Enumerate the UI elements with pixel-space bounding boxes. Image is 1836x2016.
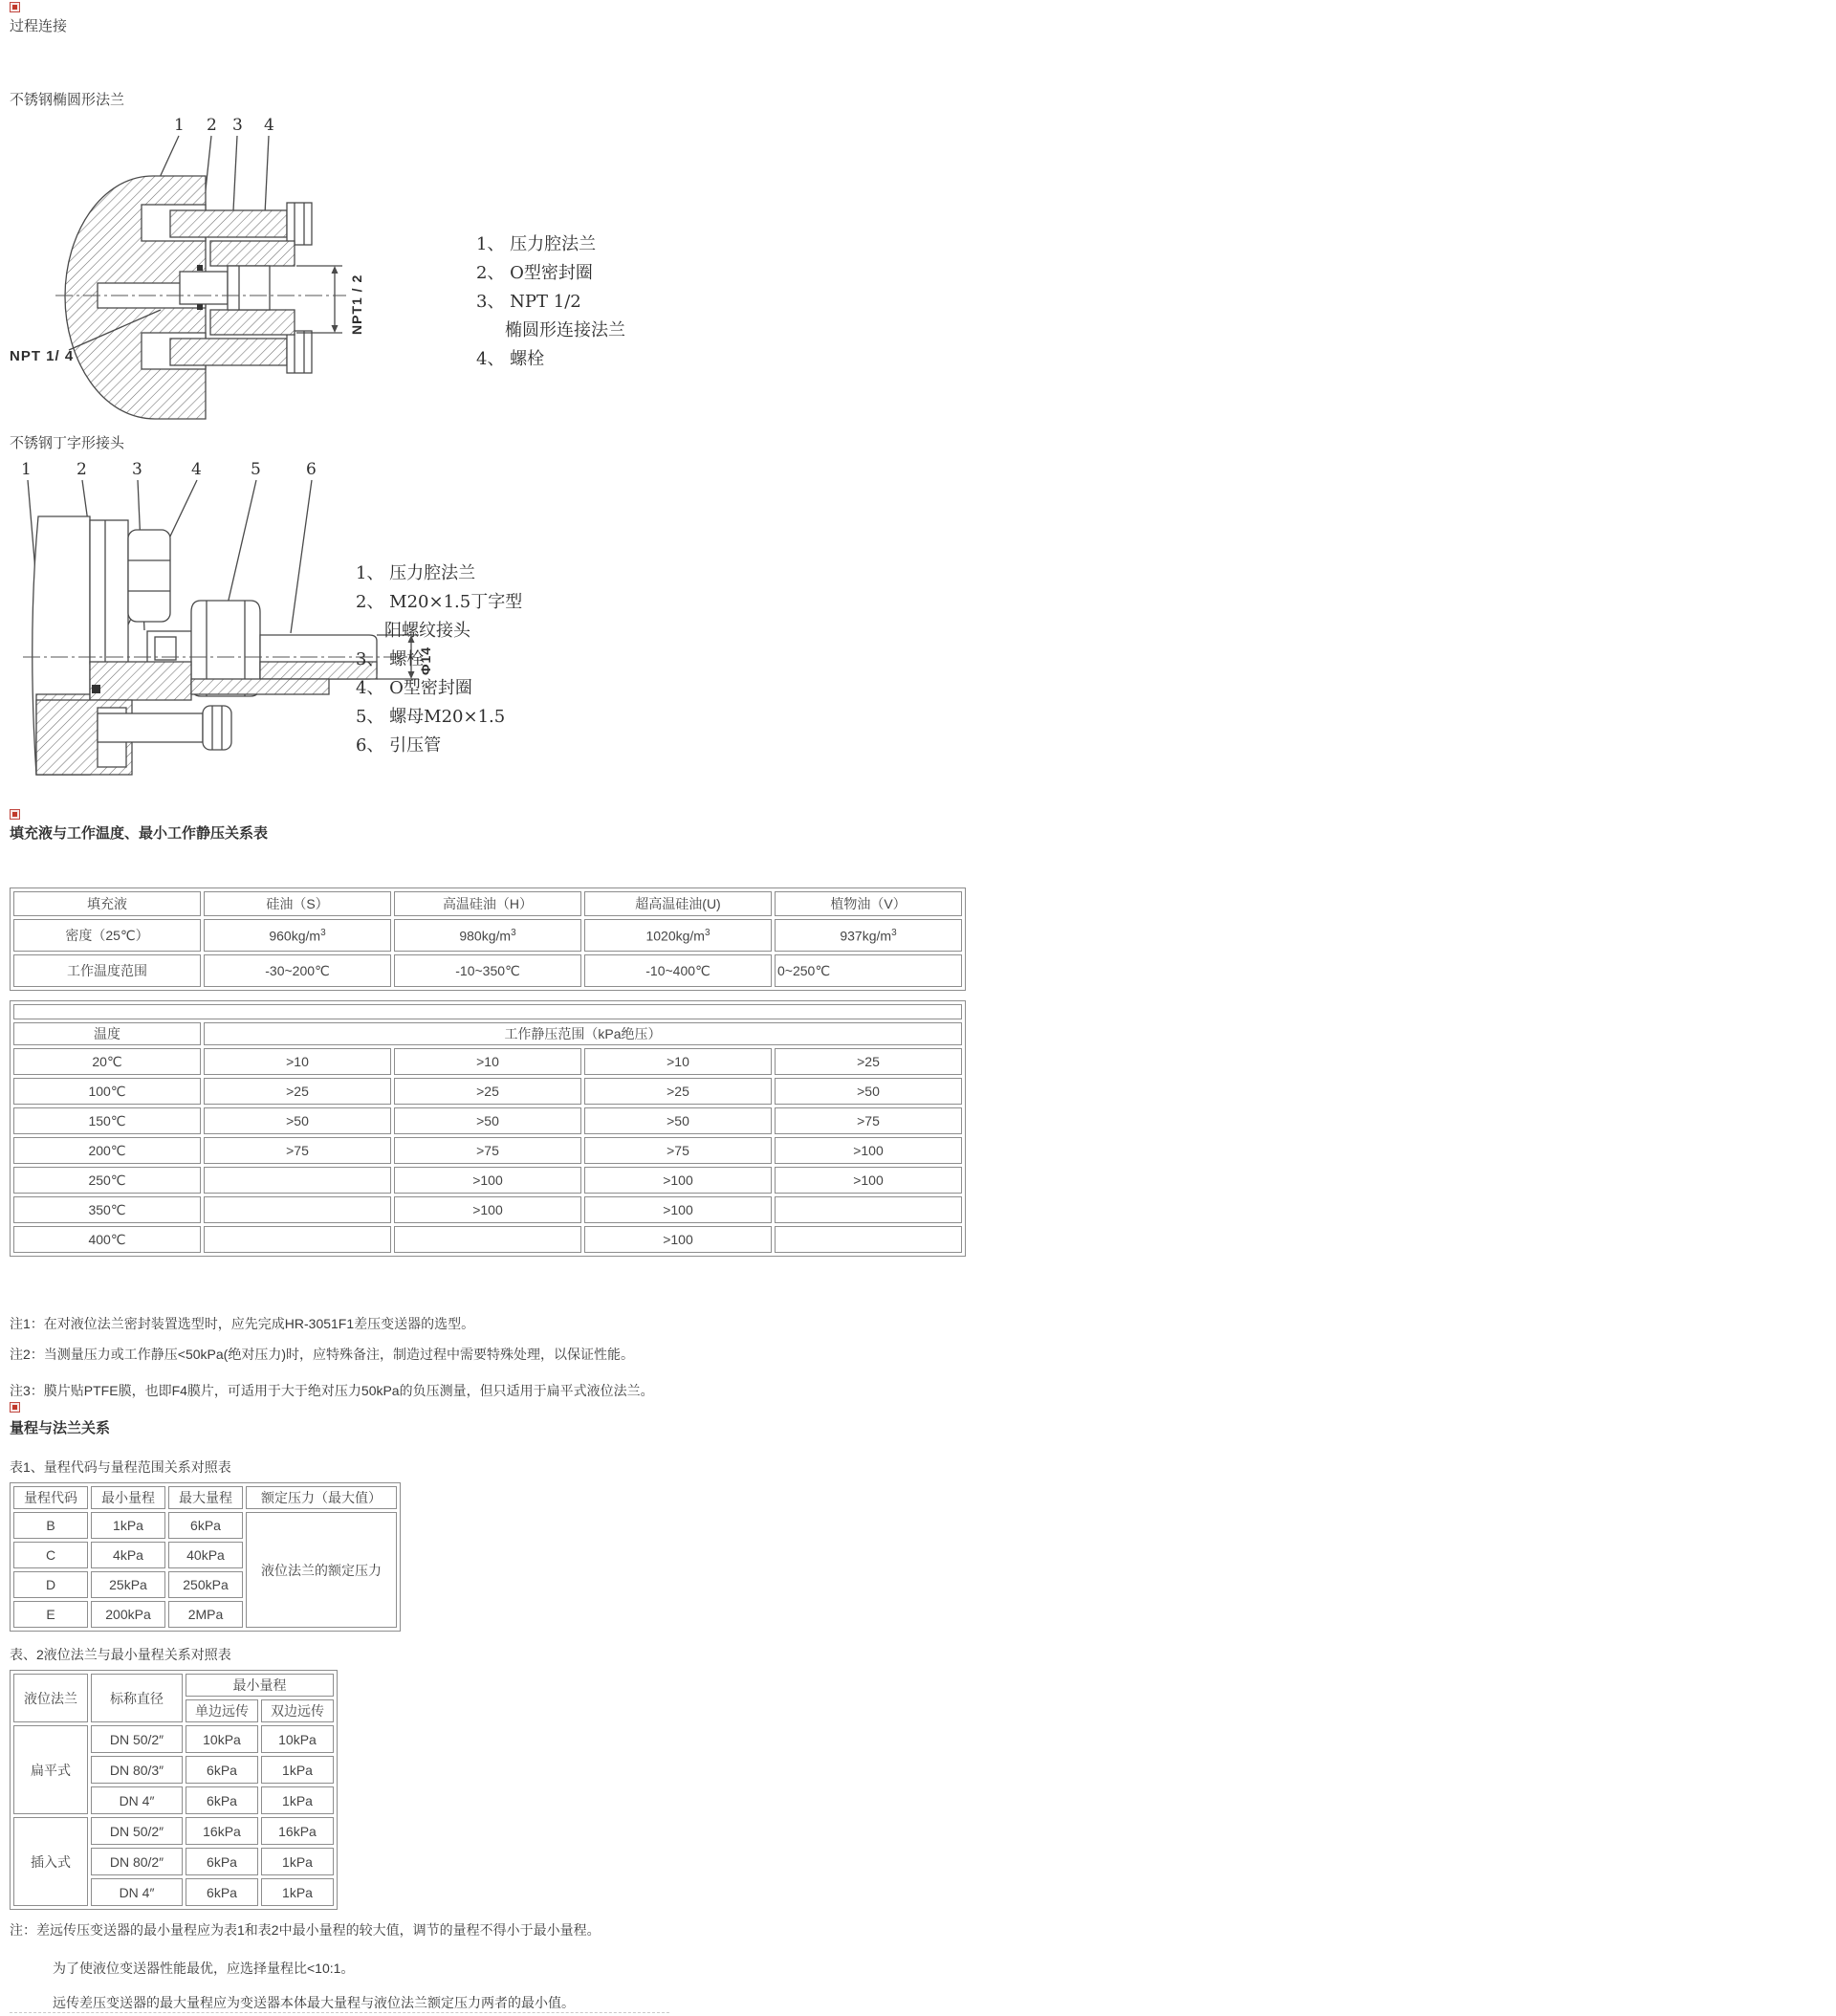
npt12-dimension-label: NPT1 / 2 bbox=[349, 274, 364, 335]
cell: >10 bbox=[204, 1048, 391, 1075]
static-pressure-table bbox=[10, 1000, 966, 1257]
empty-cell bbox=[13, 1004, 962, 1019]
note-line: 注：差远传压变送器的最小量程应为表1和表2中最小量程的较大值，调节的量程不得小于最小量程。 bbox=[10, 1922, 601, 1938]
cell: >75 bbox=[394, 1137, 581, 1164]
diagram1-legend bbox=[476, 230, 625, 374]
callout-number: 6 bbox=[306, 460, 317, 479]
cell bbox=[204, 1167, 391, 1194]
legend-line: 1、 压力腔法兰 bbox=[356, 563, 476, 583]
lower-wall-step bbox=[191, 679, 329, 694]
section-bullet-icon bbox=[10, 809, 20, 820]
row-label: 150℃ bbox=[13, 1107, 201, 1134]
cell: DN 50/2″ bbox=[91, 1817, 183, 1845]
pipe-diameter-label: Φ14 bbox=[418, 646, 433, 675]
cell: 6kPa bbox=[186, 1848, 258, 1875]
legend-line: 4、 O型密封圈 bbox=[356, 678, 472, 698]
note-line: 远传差压变送器的最大量程应为变送器本体最大量程与液位法兰额定压力两者的最小值。 bbox=[53, 1995, 575, 2010]
connecting-flange-top bbox=[210, 241, 295, 266]
legend-line: 1、 压力腔法兰 bbox=[476, 234, 597, 254]
cell: >50 bbox=[775, 1078, 962, 1105]
row-label: 100℃ bbox=[13, 1078, 201, 1105]
fill-fluid-table bbox=[10, 887, 966, 991]
cell: >100 bbox=[584, 1226, 772, 1253]
cell: >50 bbox=[394, 1107, 581, 1134]
npt-port bbox=[228, 266, 270, 310]
callout-number: 4 bbox=[191, 460, 202, 479]
npt14-dimension-label: NPT 1/ 4 bbox=[10, 348, 75, 364]
cell: >100 bbox=[584, 1196, 772, 1223]
bolt-shaft-top bbox=[170, 210, 287, 237]
col-header: 高温硅油（H） bbox=[394, 891, 581, 916]
fill-section-heading: 填充液与工作温度、最小工作静压关系表 bbox=[10, 825, 269, 842]
cell bbox=[204, 1196, 391, 1223]
o-ring bbox=[92, 685, 100, 693]
table1-caption: 表1、量程代码与量程范围关系对照表 bbox=[10, 1459, 231, 1475]
col-header: 温度 bbox=[13, 1022, 201, 1045]
legend-line: 4、 螺栓 bbox=[476, 349, 545, 369]
cell bbox=[775, 1226, 962, 1253]
group-label: 扁平式 bbox=[13, 1725, 88, 1814]
cell: >75 bbox=[584, 1137, 772, 1164]
cell: 1kPa bbox=[261, 1786, 334, 1814]
oval-flange-diagram bbox=[10, 113, 526, 433]
cell: C bbox=[13, 1542, 88, 1568]
cell: D bbox=[13, 1571, 88, 1598]
cell: -10~350℃ bbox=[394, 954, 581, 987]
callout-number: 1 bbox=[174, 116, 185, 135]
legend-line: 3、 NPT 1/2 bbox=[476, 292, 581, 312]
cell: $1020kg/m^3$ bbox=[584, 919, 772, 952]
page-title: 过程连接 bbox=[10, 18, 68, 34]
col-header: 单边远传 bbox=[186, 1699, 258, 1722]
cell: 6kPa bbox=[168, 1512, 243, 1539]
cell: 1kPa bbox=[91, 1512, 165, 1539]
note-line: 注2：当测量压力或工作静压<50kPa(绝对压力)时，应特殊备注，制造过程中需要特殊处理，以保证性能。 bbox=[10, 1347, 634, 1362]
bolt-shaft-bottom bbox=[98, 713, 203, 742]
cell: 16kPa bbox=[186, 1817, 258, 1845]
col-header: 量程代码 bbox=[13, 1486, 88, 1509]
legend-line: 2、 M20×1.5丁字型 bbox=[356, 592, 523, 612]
cell: DN 4″ bbox=[91, 1878, 183, 1906]
bolt-head-bottom bbox=[287, 331, 312, 373]
cell: 4kPa bbox=[91, 1542, 165, 1568]
callout-number: 1 bbox=[21, 460, 32, 479]
row-label: 250℃ bbox=[13, 1167, 201, 1194]
cell: 16kPa bbox=[261, 1817, 334, 1845]
cell: 0~250℃ bbox=[775, 954, 962, 987]
col-header: 液位法兰 bbox=[13, 1674, 88, 1722]
cell: >100 bbox=[394, 1196, 581, 1223]
legend-line: 阳螺纹接头 bbox=[384, 621, 470, 641]
center-fitting bbox=[180, 272, 228, 304]
range-code-table bbox=[10, 1482, 401, 1632]
section-bullet-icon bbox=[10, 1402, 20, 1413]
leader-line bbox=[265, 136, 269, 214]
legend-line: 2、 O型密封圈 bbox=[476, 263, 593, 283]
flange-plate bbox=[90, 520, 128, 664]
row-label: 400℃ bbox=[13, 1226, 201, 1253]
col-header: 双边远传 bbox=[261, 1699, 334, 1722]
bolt-shaft-bottom bbox=[170, 339, 287, 365]
col-header: 额定压力（最大值） bbox=[246, 1486, 397, 1509]
o-ring bbox=[197, 304, 203, 310]
diagram1-title: 不锈钢椭圆形法兰 bbox=[10, 92, 125, 108]
merged-cell: 液位法兰的额定压力 bbox=[246, 1512, 397, 1628]
cell: 1kPa bbox=[261, 1878, 334, 1906]
col-header: 最大量程 bbox=[168, 1486, 243, 1509]
cell: >25 bbox=[204, 1078, 391, 1105]
cell: $960kg/m^3$ bbox=[204, 919, 391, 952]
col-header: 硅油（S） bbox=[204, 891, 391, 916]
cell: >100 bbox=[584, 1167, 772, 1194]
o-ring bbox=[197, 265, 203, 271]
group-label: 插入式 bbox=[13, 1817, 88, 1906]
cell: 6kPa bbox=[186, 1786, 258, 1814]
cell bbox=[775, 1196, 962, 1223]
cell bbox=[394, 1226, 581, 1253]
row-label: 350℃ bbox=[13, 1196, 201, 1223]
cell: -30~200℃ bbox=[204, 954, 391, 987]
cell: 40kPa bbox=[168, 1542, 243, 1568]
cell: >100 bbox=[775, 1137, 962, 1164]
cell: >25 bbox=[775, 1048, 962, 1075]
cell: >10 bbox=[584, 1048, 772, 1075]
cell: $937kg/m^3$ bbox=[775, 919, 962, 952]
bottom-divider bbox=[10, 2012, 669, 2013]
row-label: 密度（25℃） bbox=[13, 919, 201, 952]
col-header: 最小量程 bbox=[186, 1674, 334, 1697]
leader-line bbox=[291, 480, 312, 633]
cell bbox=[204, 1226, 391, 1253]
diagram2-legend bbox=[356, 559, 522, 760]
cell: >50 bbox=[584, 1107, 772, 1134]
cell: >75 bbox=[204, 1137, 391, 1164]
cell: 10kPa bbox=[261, 1725, 334, 1753]
cell: DN 4″ bbox=[91, 1786, 183, 1814]
legend-line: 3、 螺栓 bbox=[356, 649, 425, 669]
legend-line: 6、 引压管 bbox=[356, 735, 442, 756]
leader-line bbox=[227, 480, 256, 608]
bolt-head-bottom bbox=[203, 706, 231, 750]
cell: 250kPa bbox=[168, 1571, 243, 1598]
cell: E bbox=[13, 1601, 88, 1628]
cell: DN 80/3″ bbox=[91, 1756, 183, 1784]
col-header: 标称直径 bbox=[91, 1674, 183, 1722]
cell: 2MPa bbox=[168, 1601, 243, 1628]
cell: 6kPa bbox=[186, 1878, 258, 1906]
diagram2-title: 不锈钢丁字形接头 bbox=[10, 435, 125, 451]
callout-number: 3 bbox=[132, 460, 142, 479]
col-header: 最小量程 bbox=[91, 1486, 165, 1509]
row-label: 20℃ bbox=[13, 1048, 201, 1075]
cell: 200kPa bbox=[91, 1601, 165, 1628]
cell: -10~400℃ bbox=[584, 954, 772, 987]
cell: 1kPa bbox=[261, 1848, 334, 1875]
bolt-head-top bbox=[287, 203, 312, 245]
callout-number: 2 bbox=[76, 460, 87, 479]
note-line: 为了使液位变送器性能最优，应选择量程比<10:1。 bbox=[53, 1961, 355, 1976]
legend-line: 5、 螺母M20×1.5 bbox=[356, 707, 506, 727]
cell: >100 bbox=[775, 1167, 962, 1194]
cell: 25kPa bbox=[91, 1571, 165, 1598]
col-header: 填充液 bbox=[13, 891, 201, 916]
cell: DN 50/2″ bbox=[91, 1725, 183, 1753]
cell: >25 bbox=[584, 1078, 772, 1105]
connecting-flange-bottom bbox=[210, 310, 295, 335]
row-label: 工作温度范围 bbox=[13, 954, 201, 987]
row-label: 200℃ bbox=[13, 1137, 201, 1164]
section-bullet-icon bbox=[10, 2, 20, 12]
cell: 6kPa bbox=[186, 1756, 258, 1784]
callout-number: 4 bbox=[264, 116, 274, 135]
cell: 1kPa bbox=[261, 1756, 334, 1784]
note-line: 注3：膜片贴PTFE膜，也即F4膜片，可适用于大于绝对压力50kPa的负压测量，但只适用于扁平式液位法兰。 bbox=[10, 1383, 654, 1398]
table2-caption: 表、2液位法兰与最小量程关系对照表 bbox=[10, 1647, 231, 1662]
cell: DN 80/2″ bbox=[91, 1848, 183, 1875]
callout-number: 3 bbox=[232, 116, 243, 135]
callout-number: 5 bbox=[251, 460, 261, 479]
hex-bolt bbox=[128, 530, 170, 622]
col-header: 超高温硅油(U) bbox=[584, 891, 772, 916]
col-header: 工作静压范围（kPa绝压） bbox=[204, 1022, 962, 1045]
cell: $980kg/m^3$ bbox=[394, 919, 581, 952]
legend-line: 椭圆形连接法兰 bbox=[505, 320, 625, 340]
flange-min-range-table bbox=[10, 1670, 338, 1910]
cell: 10kPa bbox=[186, 1725, 258, 1753]
callout-number: 2 bbox=[207, 116, 217, 135]
col-header: 植物油（V） bbox=[775, 891, 962, 916]
cell: B bbox=[13, 1512, 88, 1539]
cell: >75 bbox=[775, 1107, 962, 1134]
note-line: 注1：在对液位法兰密封装置选型时，应先完成HR-3051F1差压变送器的选型。 bbox=[10, 1316, 475, 1331]
cell: >50 bbox=[204, 1107, 391, 1134]
cell: >100 bbox=[394, 1167, 581, 1194]
cell: >25 bbox=[394, 1078, 581, 1105]
lower-wall bbox=[90, 662, 191, 700]
cell: >10 bbox=[394, 1048, 581, 1075]
range-section-heading: 量程与法兰关系 bbox=[10, 1420, 111, 1436]
